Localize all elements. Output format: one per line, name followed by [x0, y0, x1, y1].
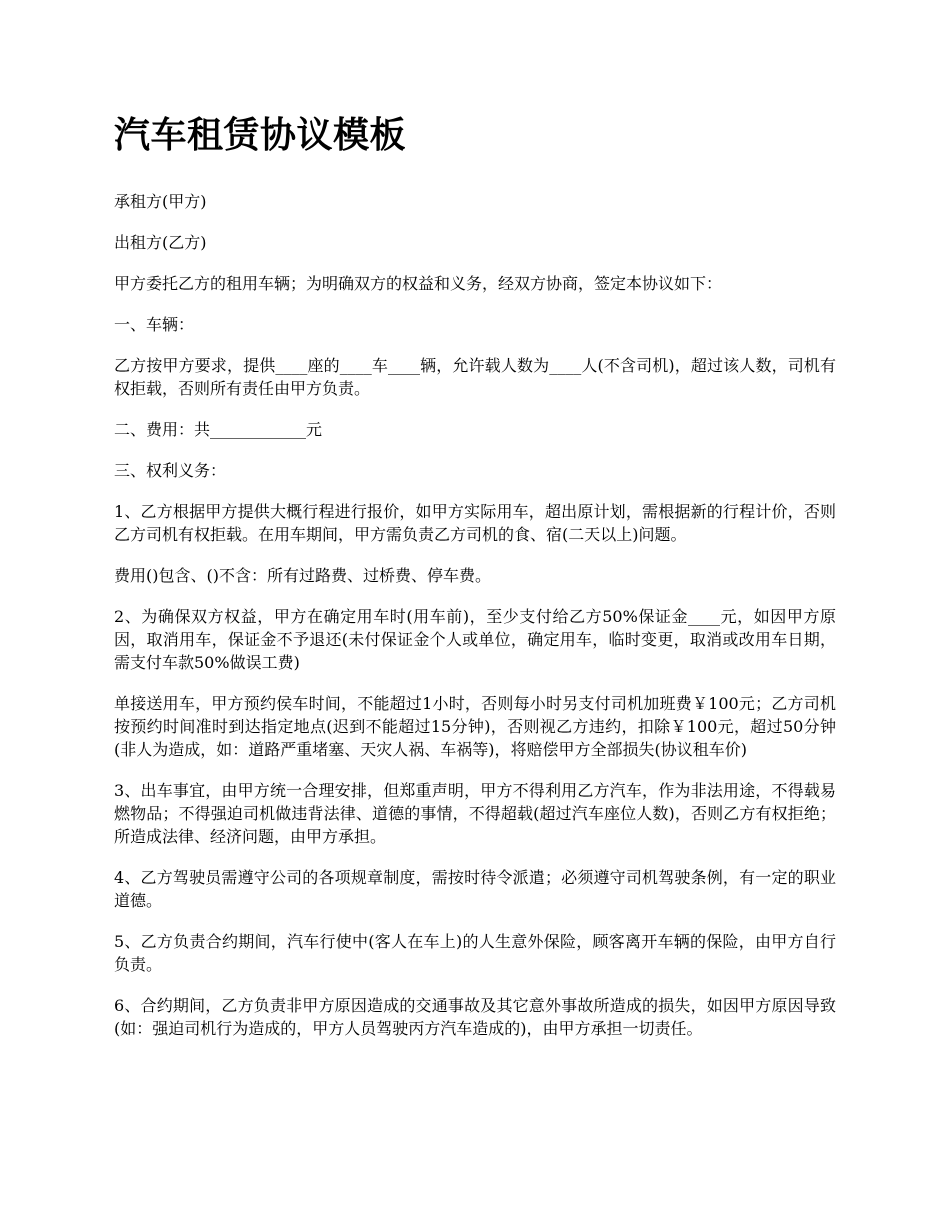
clause-1: 1、乙方根据甲方提供大概行程进行报价，如甲方实际用车，超出原计划，需根据新的行程计价，否则乙方司机有权拒载。在用车期间，甲方需负责乙方司机的食、宿(二天以上)问题。: [114, 502, 836, 544]
party-b-line: 出租方(乙方): [114, 233, 207, 252]
section-heading-fee: 二、费用：共____________元: [114, 420, 323, 439]
clause-4: 4、乙方驾驶员需遵守公司的各项规章制度，需按时待令派遣；必须遵守司机驾驶条例，有一定的职业道德。: [114, 868, 836, 910]
document-page: [114, 112, 836, 1058]
section-heading-vehicle: 一、车辆：: [114, 315, 195, 334]
clause-3: 3、出车事宜，由甲方统一合理安排，但郑重声明，甲方不得利用乙方汽车，作为非法用途，不得载易燃物品；不得强迫司机做违背法律、道德的事情，不得超载(超过汽车座位人数)，否则乙方有权拒绝；所造成法律、经济问题，由甲方承担。: [114, 781, 836, 846]
document-title: 汽车租赁协议模板: [114, 115, 407, 156]
party-a-line: 承租方(甲方): [114, 192, 207, 211]
clause-2: 2、为确保双方权益，甲方在确定用车时(用车前)，至少支付给乙方50%保证金____元，如因甲方原因，取消用车，保证金不予退还(未付保证金个人或单位，确定用车，临时变更，取消或改用车日期，需支付车款50%做误工费): [114, 607, 836, 672]
clause-6: 6、合约期间，乙方负责非甲方原因造成的交通事故及其它意外事故所造成的损失，如因甲方原因导致(如：强迫司机行为造成的，甲方人员驾驶丙方汽车造成的)，由甲方承担一切责任。: [114, 996, 836, 1038]
pickup-clause: 单接送用车，甲方预约侯车时间，不能超过1小时，否则每小时另支付司机加班费￥100元；乙方司机按预约时间准时到达指定地点(迟到不能超过15分钟)，否则视乙方违约，扣除￥100元，超过50分钟(非人为造成，如：道路严重堵塞、天灾人祸、车祸等)，将赔偿甲方全部损失(协议租车价): [114, 694, 836, 759]
section-heading-rights: 三、权利义务：: [114, 461, 227, 480]
clause-5: 5、乙方负责合约期间，汽车行使中(客人在车上)的人生意外保险，顾客离开车辆的保险，由甲方自行负责。: [114, 932, 836, 974]
fee-inclusion-line: 费用()包含、()不含：所有过路费、过桥费、停车费。: [114, 566, 491, 585]
vehicle-clause: 乙方按甲方要求，提供____座的____车____辆，允许载人数为____人(不含司机)，超过该人数，司机有权拒载，否则所有责任由甲方负责。: [114, 356, 836, 398]
preamble-paragraph: 甲方委托乙方的租用车辆；为明确双方的权益和义务，经双方协商，签定本协议如下：: [114, 274, 723, 293]
